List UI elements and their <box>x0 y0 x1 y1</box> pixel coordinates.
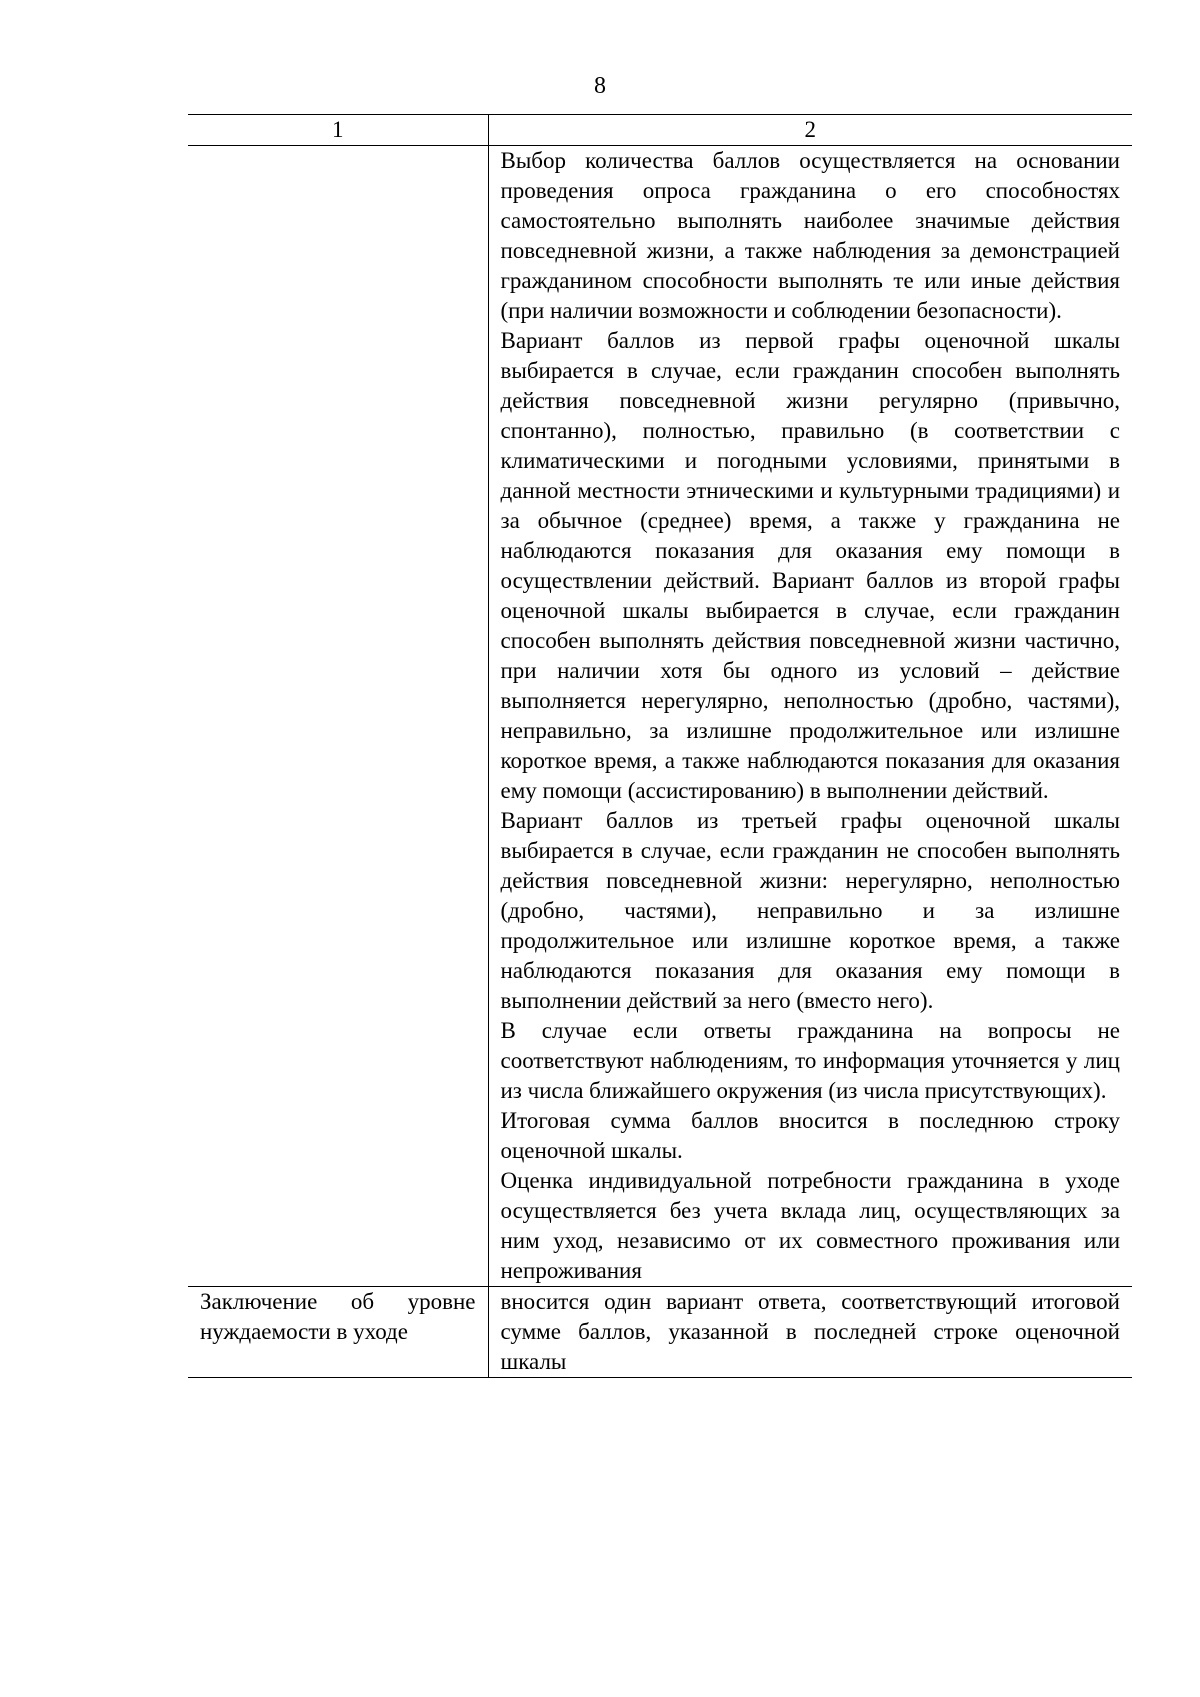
paragraph-total-score: Итоговая сумма баллов вносится в последнюю строку оценочной шкалы. <box>500 1108 1120 1163</box>
assessment-table <box>188 114 1132 1378</box>
paragraph-score-selection: Выбор количества баллов осуществляется на основании проведения опроса гражданина о его способностях самостоятельно выполнять наиболее значимые действия повседневной жизни, а также наблюдения за демонстрацией гражданином способности выполнять те или иные действия (при наличии возможности и соблюдении безопасности). <box>500 148 1120 323</box>
row-1-label <box>188 146 488 1287</box>
column-header-2: 2 <box>488 115 1132 146</box>
table-row <box>188 1287 1132 1378</box>
row-2-label: Заключение об уровне нуждаемости в уходе <box>188 1287 488 1378</box>
table-header-row <box>188 115 1132 146</box>
row-2-description <box>488 1287 1132 1378</box>
table-row <box>188 146 1132 1287</box>
paragraph-first-second-graph: Вариант баллов из первой графы оценочной шкалы выбирается в случае, если гражданин способен выполнять действия повседневной жизни регулярно (привычно, спонтанно), полностью, правильно (в соответствии с климатическими и погодными условиями, принятыми в данной местности этническими и культурными традициями) и за обычное (среднее) время, а также у гражданина не наблюдаются показания для оказания ему помощи в осуществлении действий. Вариант баллов из второй графы оценочной шкалы выбирается в случае, если гражданин способен выполнять действия повседневной жизни частично, при наличии хотя бы одного из условий – действие выполняется нерегулярно, неполностью (дробно, частями), неправильно, за излишне продолжительное или излишне короткое время, а также наблюдаются показания для оказания ему помощи (ассистированию) в выполнении действий. <box>500 328 1120 803</box>
paragraph-third-graph: Вариант баллов из третьей графы оценочной шкалы выбирается в случае, если гражданин не способен выполнять действия повседневной жизни: нерегулярно, неполностью (дробно, частями), неправильно и за излишне продолжительное или излишне короткое время, а также наблюдаются показания для оказания ему помощи в выполнении действий за него (вместо него). <box>500 808 1120 1013</box>
row-1-description <box>488 146 1132 1287</box>
page-number: 8 <box>594 73 606 99</box>
column-header-1: 1 <box>188 115 488 146</box>
paragraph-conclusion: вносится один вариант ответа, соответствующий итоговой сумме баллов, указанной в последней строке оценочной шкалы <box>500 1289 1120 1374</box>
paragraph-individual-need: Оценка индивидуальной потребности гражданина в уходе осуществляется без учета вклада лиц, осуществляющих за ним уход, независимо от их совместного проживания или непроживания <box>500 1168 1120 1283</box>
paragraph-answers-mismatch: В случае если ответы гражданина на вопросы не соответствуют наблюдениям, то информация уточняется у лиц из числа ближайшего окружения (из числа присутствующих). <box>500 1018 1120 1103</box>
